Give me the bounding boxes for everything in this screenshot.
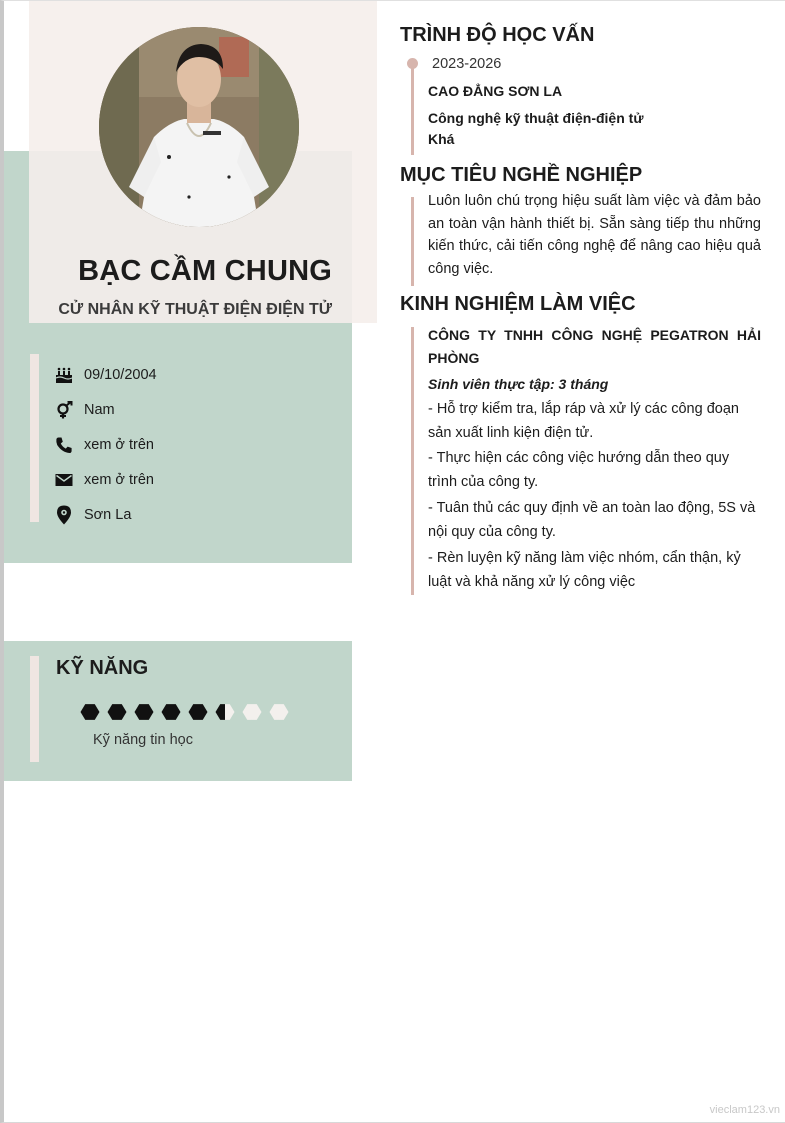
skill-hexagon bbox=[135, 704, 154, 720]
skill-rating bbox=[76, 701, 296, 723]
contact-location bbox=[54, 497, 157, 532]
birthday-value: 09/10/2004 bbox=[84, 366, 157, 383]
avatar-photo bbox=[99, 27, 299, 227]
experience-line bbox=[411, 327, 414, 595]
experience-duty: - Tuân thủ các quy định về an toàn lao động, 5S và nội quy của công ty. bbox=[428, 500, 756, 540]
education-major: Công nghệ kỹ thuật điện-điện tử bbox=[428, 110, 644, 126]
education-title: TRÌNH ĐỘ HỌC VẤN bbox=[400, 24, 595, 46]
experience-company: CÔNG TY TNHH CÔNG NGHỆ PEGATRON HẢI PHÒNG bbox=[428, 327, 761, 366]
watermark: vieclam123.vn bbox=[709, 1104, 780, 1116]
gender-icon bbox=[54, 400, 74, 420]
skill-hexagon bbox=[81, 704, 100, 720]
birthday-cake-icon bbox=[54, 365, 74, 385]
skills-section bbox=[4, 641, 352, 781]
email-value: xem ở trên bbox=[84, 471, 154, 488]
skills-accent-bar bbox=[30, 656, 39, 762]
contact-gender bbox=[54, 392, 157, 427]
experience-role: Sinh viên thực tập: 3 tháng bbox=[428, 376, 609, 392]
experience-duty: - Rèn luyện kỹ năng làm việc nhóm, cẩn thận, kỷ luật và khả năng xử lý công việc bbox=[428, 550, 741, 590]
skill-hexagon bbox=[162, 704, 181, 720]
objective-line bbox=[411, 197, 414, 286]
skill-hexagon bbox=[243, 704, 262, 720]
contact-list bbox=[54, 357, 157, 532]
education-grade: Khá bbox=[428, 131, 455, 147]
objective-text: Luôn luôn chú trọng hiệu suất làm việc và đảm bảo an toàn vận hành thiết bị. Sẵn sàng tiếp thu những kiến thức, cải tiến công nghệ để nâng cao hiệu quả công việc. bbox=[428, 193, 761, 277]
contact-birthday bbox=[54, 357, 157, 392]
education-timeline-line bbox=[411, 63, 414, 155]
experience-duty: - Thực hiện các công việc hướng dẫn theo quy trình của công ty. bbox=[428, 450, 730, 490]
candidate-name: BẠC CẦM CHUNG bbox=[78, 255, 332, 287]
experience-title: KINH NGHIỆM LÀM VIỆC bbox=[400, 293, 636, 315]
skills-title: KỸ NĂNG bbox=[56, 657, 149, 679]
education-period: 2023-2026 bbox=[432, 56, 502, 72]
skill-name: Kỹ năng tin học bbox=[93, 732, 193, 748]
location-value: Sơn La bbox=[84, 506, 132, 523]
contact-phone bbox=[54, 427, 157, 462]
gender-value: Nam bbox=[84, 401, 115, 418]
skill-hexagon bbox=[216, 704, 235, 720]
candidate-job-title: CỬ NHÂN KỸ THUẬT ĐIỆN ĐIỆN TỬ bbox=[58, 301, 332, 318]
skill-hexagon bbox=[189, 704, 208, 720]
skill-hexagon bbox=[270, 704, 289, 720]
email-icon bbox=[54, 470, 74, 490]
skill-hexagon bbox=[108, 704, 127, 720]
education-school: CAO ĐẲNG SƠN LA bbox=[428, 83, 563, 99]
experience-duty: - Hỗ trợ kiểm tra, lắp ráp và xử lý các công đoạn sản xuất linh kiện điện tử. bbox=[428, 401, 739, 441]
phone-value: xem ở trên bbox=[84, 436, 154, 453]
objective-title: MỤC TIÊU NGHỀ NGHIỆP bbox=[400, 164, 643, 186]
avatar bbox=[99, 27, 299, 227]
contact-accent-bar bbox=[30, 354, 39, 522]
phone-icon bbox=[54, 435, 74, 455]
location-icon bbox=[54, 505, 74, 525]
contact-email bbox=[54, 462, 157, 497]
